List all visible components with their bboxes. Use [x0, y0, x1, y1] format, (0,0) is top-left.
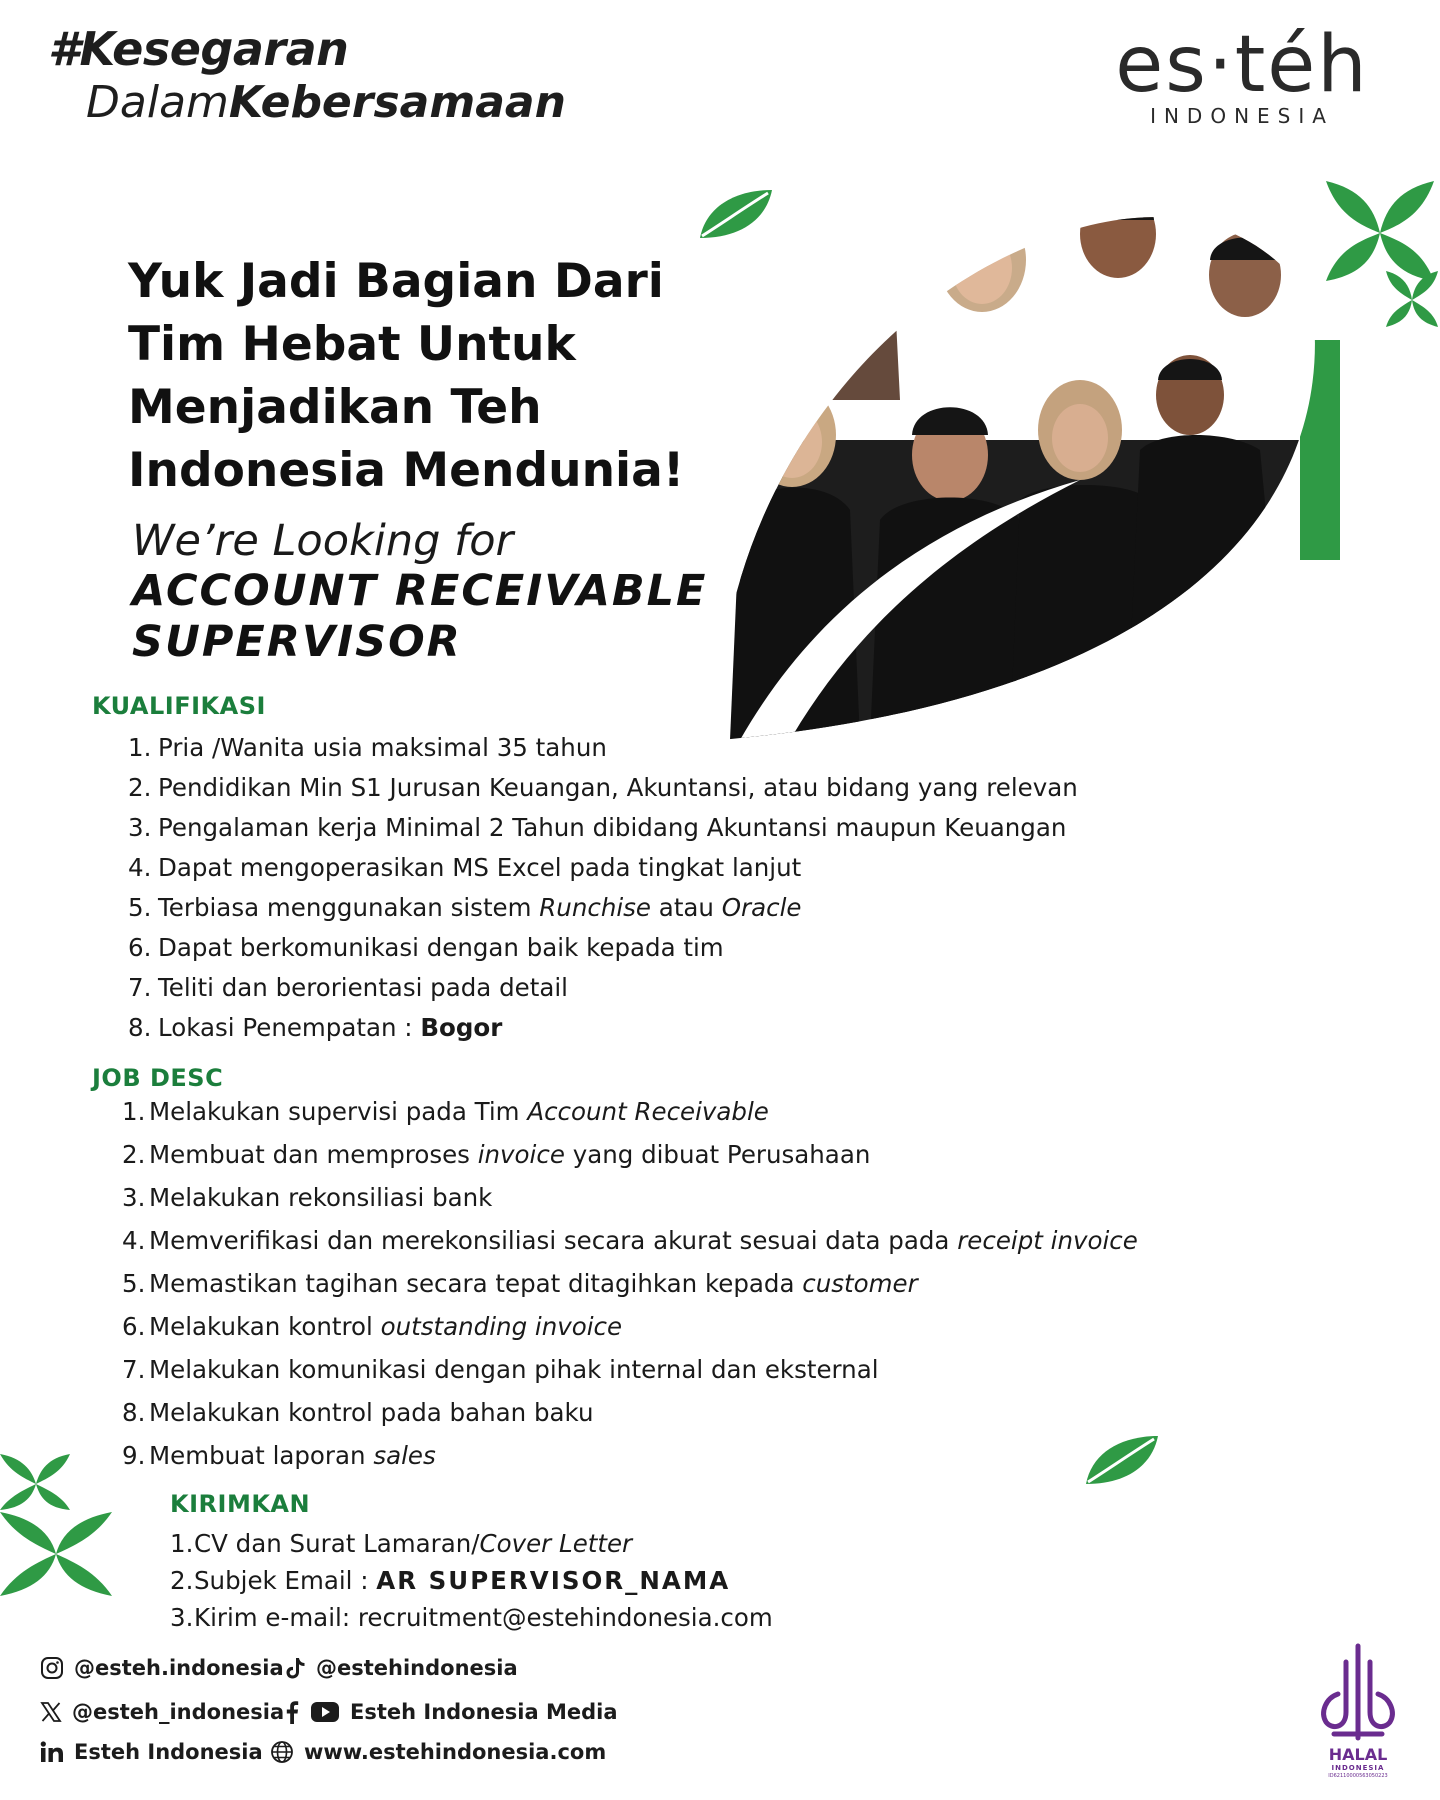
- globe-icon: [270, 1740, 294, 1764]
- youtube-icon: [310, 1701, 340, 1723]
- list-item: 4. Memverifikasi dan merekonsiliasi secara akurat sesuai data pada receipt invoice: [122, 1226, 1138, 1255]
- x-icon: [40, 1701, 62, 1723]
- social-links: [40, 1652, 680, 1782]
- list-item: 6. Dapat berkomunikasi dengan baik kepada tim: [128, 933, 724, 962]
- kirimkan-list: [170, 1525, 773, 1636]
- tiktok-icon: [284, 1656, 306, 1680]
- social-website[interactable]: www.estehindonesia.com: [270, 1736, 606, 1768]
- headline: [128, 250, 728, 502]
- list-item: 9. Membuat laporan sales: [122, 1441, 436, 1470]
- list-item: 2.Subjek Email : AR SUPERVISOR_NAMA: [170, 1566, 731, 1595]
- position-title: [132, 566, 772, 668]
- kirimkan-title: KIRIMKAN: [170, 1490, 311, 1518]
- list-item: 7. Melakukan komunikasi dengan pihak internal dan eksternal: [122, 1355, 879, 1384]
- list-item: 6. Melakukan kontrol outstanding invoice: [122, 1312, 623, 1341]
- kualifikasi-title: KUALIFIKASI: [92, 692, 266, 720]
- social-instagram[interactable]: @esteh.indonesia: [40, 1652, 284, 1684]
- social-tiktok[interactable]: @estehindonesia: [284, 1652, 518, 1684]
- list-item: 1. Melakukan supervisi pada Tim Account Receivable: [122, 1097, 769, 1126]
- email-address[interactable]: Kirim e-mail: recruitment@estehindonesia.com: [194, 1603, 773, 1632]
- tagline-dalam: Dalam: [86, 77, 229, 128]
- list-item: 8. Melakukan kontrol pada bahan baku: [122, 1398, 594, 1427]
- kualifikasi-list: [128, 728, 1078, 1048]
- social-x[interactable]: @esteh_indonesia: [40, 1696, 284, 1728]
- list-item: 3.Kirim e-mail: recruitment@estehindonesia.com: [170, 1603, 773, 1632]
- tagline: [48, 22, 566, 130]
- headline-line: Yuk Jadi Bagian Dari: [128, 254, 664, 309]
- headline-line: Menjadikan Teh: [128, 380, 542, 435]
- position-line: SUPERVISOR: [132, 617, 462, 667]
- list-item: 5. Memastikan tagihan secara tepat ditagihkan kepada customer: [122, 1269, 918, 1298]
- halal-logo: [1316, 1642, 1400, 1782]
- clover-icon-bottom: [0, 1450, 120, 1600]
- list-item: 1. Pria /Wanita usia maksimal 35 tahun: [128, 733, 607, 762]
- headline-line: Indonesia Mendunia!: [128, 443, 685, 498]
- position-line: ACCOUNT RECEIVABLE: [132, 566, 708, 616]
- list-item: 2. Pendidikan Min S1 Jurusan Keuangan, Akuntansi, atau bidang yang relevan: [128, 773, 1078, 802]
- list-item: 3. Pengalaman kerja Minimal 2 Tahun dibidang Akuntansi maupun Keuangan: [128, 813, 1067, 842]
- list-item: 4. Dapat mengoperasikan MS Excel pada tingkat lanjut: [128, 853, 802, 882]
- location-value: Bogor: [420, 1013, 503, 1042]
- list-item: 7. Teliti dan berorientasi pada detail: [128, 973, 568, 1002]
- linkedin-icon: [40, 1741, 64, 1763]
- list-item: 3. Melakukan rekonsiliasi bank: [122, 1183, 493, 1212]
- tagline-kebersamaan: Kebersamaan: [228, 77, 566, 128]
- tagline-line1: #Kesegaran: [48, 22, 349, 76]
- social-facebook-youtube[interactable]: Esteh Indonesia Media: [284, 1696, 618, 1728]
- social-linkedin[interactable]: Esteh Indonesia: [40, 1736, 263, 1768]
- halal-code: ID62110000563050223: [1328, 1773, 1388, 1779]
- brand-logo: [1092, 20, 1392, 128]
- halal-logo-icon: [1316, 1642, 1400, 1742]
- halal-sub: INDONESIA: [1331, 1764, 1385, 1772]
- jobdesc-title: JOB DESC: [92, 1064, 224, 1092]
- facebook-icon: [284, 1700, 300, 1724]
- jobdesc-list: [122, 1090, 1138, 1477]
- looking-for-text: We’re Looking for: [132, 516, 514, 566]
- email-subject: AR SUPERVISOR_NAMA: [376, 1566, 731, 1595]
- list-item: 8. Lokasi Penempatan : Bogor: [128, 1013, 503, 1042]
- team-photo: [700, 180, 1340, 740]
- tagline-line2: [48, 76, 566, 130]
- halal-label: HALAL: [1328, 1745, 1388, 1764]
- headline-line: Tim Hebat Untuk: [128, 317, 576, 372]
- list-item: 5. Terbiasa menggunakan sistem Runchise atau Oracle: [128, 893, 802, 922]
- list-item: 1.CV dan Surat Lamaran/Cover Letter: [170, 1529, 633, 1558]
- list-item: 2. Membuat dan memproses invoice yang dibuat Perusahaan: [122, 1140, 871, 1169]
- logo-wordmark: es·téh: [1115, 20, 1369, 110]
- logo-subtitle: INDONESIA: [1150, 104, 1334, 128]
- instagram-icon: [40, 1656, 64, 1680]
